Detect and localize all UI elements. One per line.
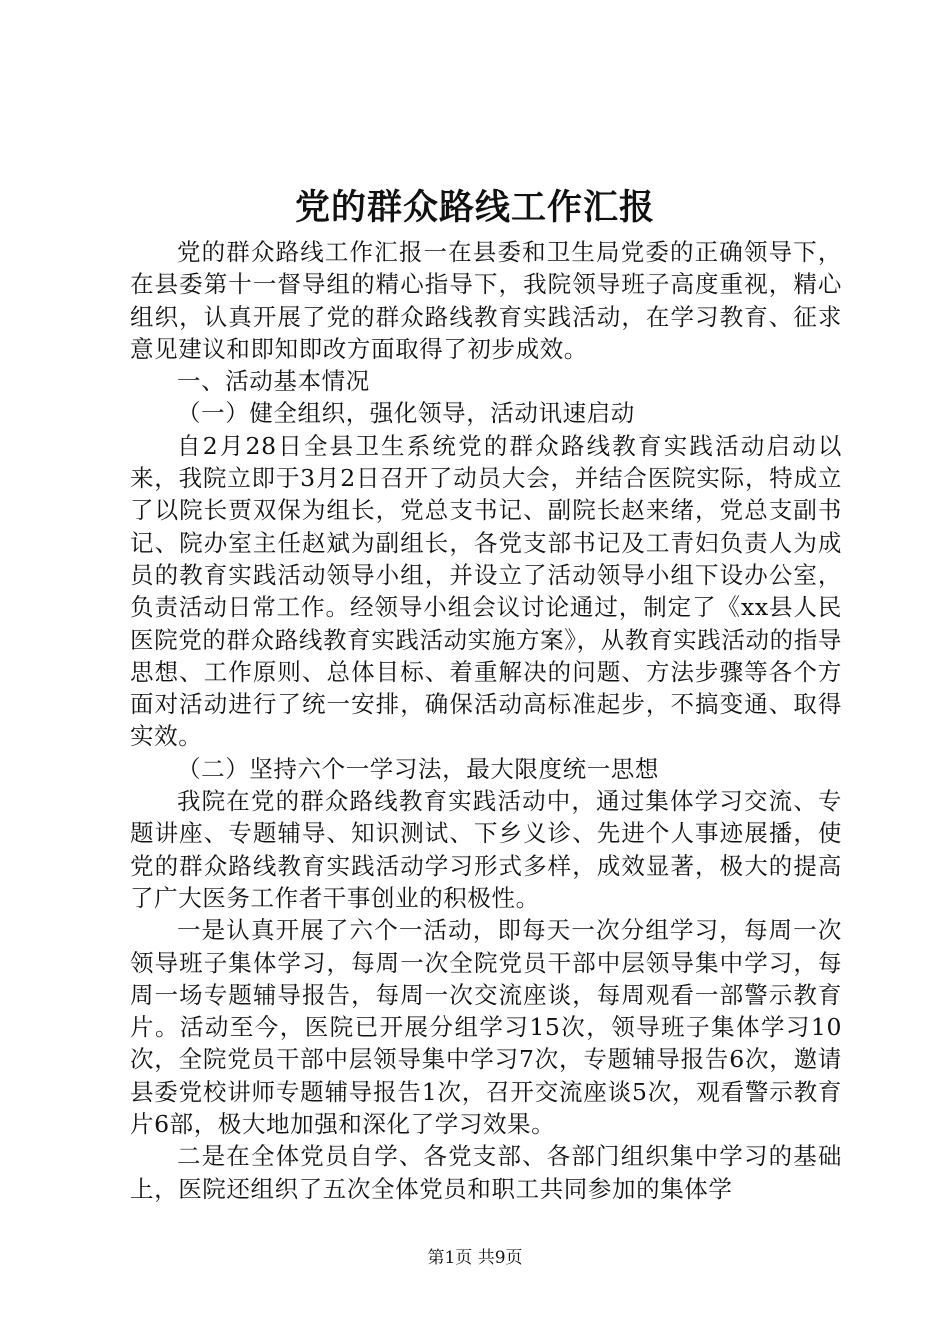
paragraph: 一是认真开展了六个一活动，即每天一次分组学习，每周一次领导班子集体学习，每周一次全院党员干部中层领导集中学习，每周一场专题辅导报告，每周一次交流座谈，每周观看一部警示教育片。活动至今，医院已开展分组学习15次，领导班子集体学习10次，全院党员干部中层领导集中学习7次，专题辅导报告6次，邀请县委党校讲师专题辅导报告1次，召开交流座谈5次，观看警示教育片6部，极大地加强和深化了学习效果。 xyxy=(130,916,842,1139)
document-body xyxy=(130,236,842,1205)
page-footer: 第1页 共9页 xyxy=(427,1248,523,1268)
paragraph: 二是在全体党员自学、各党支部、各部门组织集中学习的基础上，医院还组织了五次全体党员和职工共同参加的集体学 xyxy=(130,1142,842,1203)
subsection-heading: （二）坚持六个一学习法，最大限度统一思想 xyxy=(177,754,659,783)
subsection-heading: （一）健全组织，强化领导，活动讯速启动 xyxy=(177,399,635,428)
section-heading: 一、活动基本情况 xyxy=(177,367,370,396)
paragraph: 自2月28日全县卫生系统党的群众路线教育实践活动启动以来，我院立即于3月2日召开了动员大会，并结合医院实际，特成立了以院长贾双保为组长，党总支书记、副院长赵来绪，党总支副书记、院办室主任赵斌为副组长，各党支部书记及工青妇负责人为成员的教育实践活动领导小组，并设立了活动领导小组下设办公室，负责活动日常工作。经领导小组会议讨论通过，制定了《xx县人民医院党的群众路线教育实践活动实施方案》，从教育实践活动的指导思想、工作原则、总体目标、着重解决的问题、方法步骤等各个方面对活动进行了统一安排，确保活动高标准起步，不搞变通、取得实效。 xyxy=(130,431,842,751)
document-title: 党的群众路线工作汇报 xyxy=(294,187,655,228)
paragraph: 我院在党的群众路线教育实践活动中，通过集体学习交流、专题讲座、专题辅导、知识测试、下乡义诊、先进个人事迹展播，使党的群众路线教育实践活动学习形式多样，成效显著，极大的提高了广大医务工作者干事创业的积极性。 xyxy=(130,787,842,912)
paragraph: 党的群众路线工作汇报一在县委和卫生局党委的正确领导下，在县委第十一督导组的精心指导下，我院领导班子高度重视，精心组织，认真开展了党的群众路线教育实践活动，在学习教育、征求意见建议和即知即改方面取得了初步成效。 xyxy=(130,238,842,363)
